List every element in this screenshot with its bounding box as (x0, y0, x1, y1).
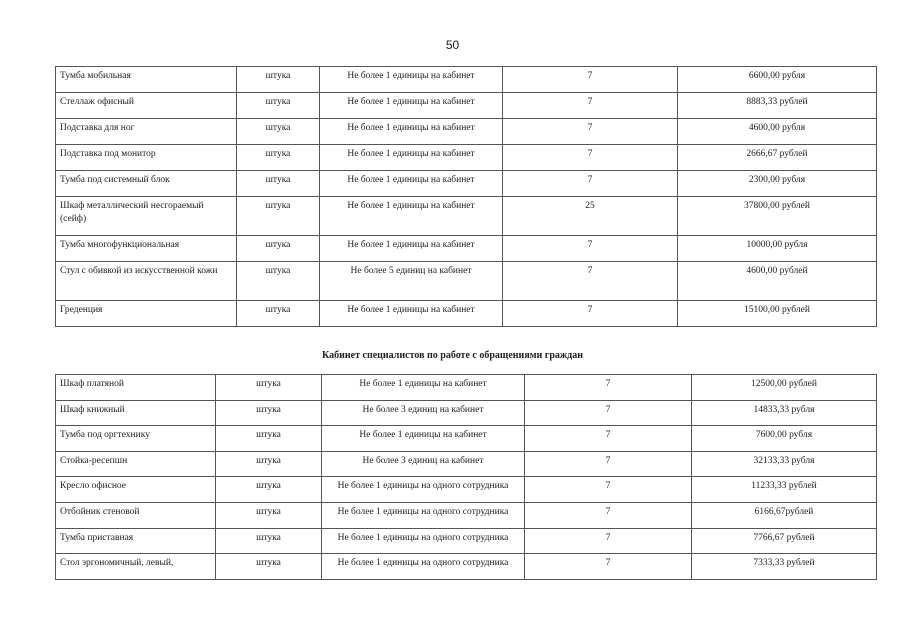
table-row (56, 426, 877, 452)
item-norm: Не более 1 единицы на одного сотрудника (322, 502, 525, 528)
item-norm: Не более 1 единицы на кабинет (320, 171, 503, 197)
table-row (56, 451, 877, 477)
item-name: Шкаф платяной (56, 375, 216, 401)
item-term: 7 (525, 554, 692, 580)
item-term: 7 (525, 451, 692, 477)
item-price: 6600,00 рубля (678, 67, 877, 93)
item-price: 37800,00 рублей (678, 197, 877, 236)
item-norm: Не более 1 единицы на одного сотрудника (322, 528, 525, 554)
item-unit: штука (216, 554, 322, 580)
item-name: Отбойник стеновой (56, 502, 216, 528)
item-term: 7 (525, 528, 692, 554)
table-row (56, 93, 877, 119)
item-norm: Не более 1 единицы на кабинет (320, 93, 503, 119)
item-norm: Не более 1 единицы на кабинет (320, 197, 503, 236)
item-unit: штука (216, 400, 322, 426)
table-row (56, 262, 877, 301)
item-name: Подставка под монитор (56, 145, 237, 171)
item-term: 7 (503, 145, 678, 171)
item-unit: штука (237, 171, 320, 197)
item-norm: Не более 1 единицы на одного сотрудника (322, 554, 525, 580)
item-term: 7 (525, 502, 692, 528)
item-name: Тумба под системный блок (56, 171, 237, 197)
item-price: 7766,67 рублей (692, 528, 877, 554)
furniture-table-2 (55, 374, 877, 580)
item-name: Подставка для ног (56, 119, 237, 145)
item-price: 12500,00 рублей (692, 375, 877, 401)
item-term: 7 (503, 67, 678, 93)
item-unit: штука (216, 477, 322, 503)
item-price: 14833,33 рубля (692, 400, 877, 426)
item-norm: Не более 1 единицы на кабинет (320, 67, 503, 93)
item-unit: штука (237, 262, 320, 301)
item-term: 7 (503, 171, 678, 197)
item-term: 7 (503, 262, 678, 301)
table-row (56, 502, 877, 528)
table-row (56, 301, 877, 327)
item-norm: Не более 1 единицы на кабинет (320, 301, 503, 327)
item-unit: штука (216, 426, 322, 452)
item-price: 6166,67рублей (692, 502, 877, 528)
item-price: 4600,00 рубля (678, 119, 877, 145)
item-unit: штука (237, 145, 320, 171)
item-name: Стойка-ресепшн (56, 451, 216, 477)
item-norm: Не более 1 единицы на кабинет (320, 236, 503, 262)
item-unit: штука (216, 528, 322, 554)
item-unit: штука (237, 236, 320, 262)
item-term: 7 (525, 477, 692, 503)
item-unit: штука (216, 451, 322, 477)
item-price: 4600,00 рублей (678, 262, 877, 301)
furniture-table-1 (55, 66, 877, 327)
item-term: 7 (503, 301, 678, 327)
item-norm: Не более 3 единиц на кабинет (322, 400, 525, 426)
table-row (56, 197, 877, 236)
item-unit: штука (237, 93, 320, 119)
item-unit: штука (216, 502, 322, 528)
item-term: 7 (525, 375, 692, 401)
table-row (56, 145, 877, 171)
table-row (56, 400, 877, 426)
item-term: 25 (503, 197, 678, 236)
item-price: 32133,33 рубля (692, 451, 877, 477)
item-norm: Не более 5 единиц на кабинет (320, 262, 503, 301)
item-price: 15100,00 рублей (678, 301, 877, 327)
item-price: 2300,00 рубля (678, 171, 877, 197)
table-row (56, 375, 877, 401)
item-unit: штука (216, 375, 322, 401)
item-unit: штука (237, 301, 320, 327)
table-row (56, 67, 877, 93)
item-term: 7 (525, 426, 692, 452)
item-name: Шкаф металлический несгораемый (сейф) (56, 197, 237, 236)
item-name: Тумба под оргтехнику (56, 426, 216, 452)
item-name: Стул с обивкой из искусственной кожи (56, 262, 237, 301)
item-norm: Не более 1 единицы на кабинет (320, 145, 503, 171)
item-name: Греденция (56, 301, 237, 327)
item-unit: штука (237, 67, 320, 93)
item-term: 7 (503, 236, 678, 262)
item-price: 11233,33 рублей (692, 477, 877, 503)
table-row (56, 477, 877, 503)
table-row (56, 171, 877, 197)
item-name: Тумба мобильная (56, 67, 237, 93)
table-row (56, 236, 877, 262)
item-term: 7 (503, 119, 678, 145)
item-unit: штука (237, 197, 320, 236)
table-row (56, 528, 877, 554)
page-number: 50 (445, 38, 460, 52)
item-norm: Не более 1 единицы на кабинет (322, 375, 525, 401)
item-price: 8883,33 рублей (678, 93, 877, 119)
item-price: 2666,67 рублей (678, 145, 877, 171)
item-price: 7333,33 рублей (692, 554, 877, 580)
item-name: Тумба приставная (56, 528, 216, 554)
item-term: 7 (503, 93, 678, 119)
table-row (56, 554, 877, 580)
item-term: 7 (525, 400, 692, 426)
table-row (56, 119, 877, 145)
item-name: Стеллаж офисный (56, 93, 237, 119)
item-price: 7600,00 рубля (692, 426, 877, 452)
item-unit: штука (237, 119, 320, 145)
item-norm: Не более 1 единицы на одного сотрудника (322, 477, 525, 503)
item-norm: Не более 1 единицы на кабинет (320, 119, 503, 145)
item-name: Тумба многофункциональная (56, 236, 237, 262)
section-title: Кабинет специалистов по работе с обращениями граждан (322, 350, 583, 361)
item-norm: Не более 1 единицы на кабинет (322, 426, 525, 452)
item-norm: Не более 3 единиц на кабинет (322, 451, 525, 477)
item-name: Стол эргономичный, левый, (56, 554, 216, 580)
item-name: Шкаф книжный (56, 400, 216, 426)
item-price: 10000,00 рубля (678, 236, 877, 262)
item-name: Кресло офисное (56, 477, 216, 503)
